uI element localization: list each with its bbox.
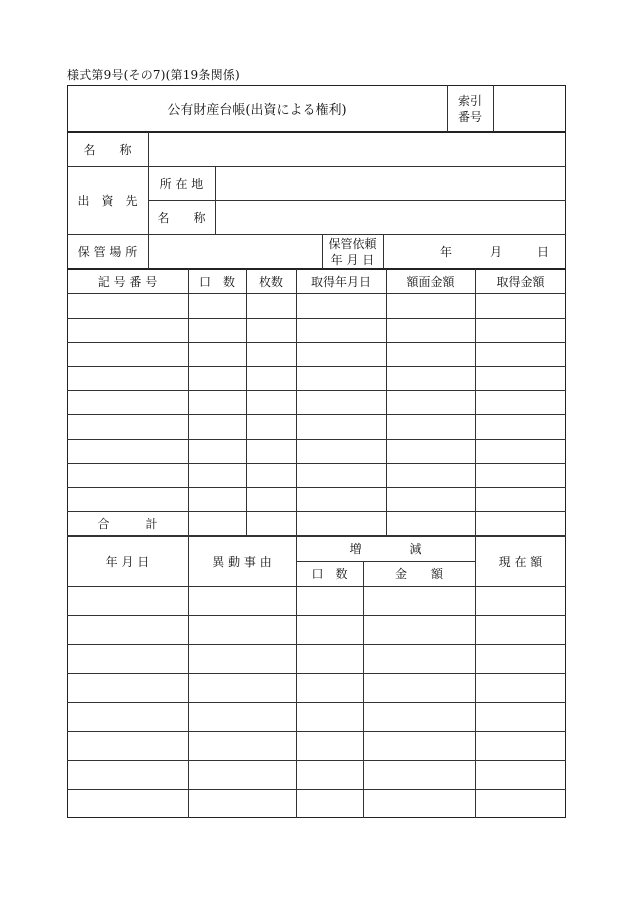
changes-data-cell[interactable]: [68, 587, 188, 615]
holdings-data-cell[interactable]: [247, 488, 296, 511]
holdings-header-cell: 取得年月日: [310, 274, 371, 289]
changes-reason-header: 異 動 事 由: [212, 554, 272, 569]
holdings-data-cell[interactable]: [297, 319, 386, 342]
custody-divider-2: [383, 234, 384, 269]
changes-data-cell[interactable]: [297, 761, 363, 789]
holdings-data-cell[interactable]: [476, 464, 566, 487]
changes-data-cell[interactable]: [297, 674, 363, 702]
changes-data-cell[interactable]: [476, 703, 566, 731]
changes-data-cell[interactable]: [364, 761, 475, 789]
holdings-data-cell[interactable]: [297, 440, 386, 463]
custody-date-month: 月: [489, 245, 502, 259]
changes-data-cell[interactable]: [68, 645, 188, 673]
custody-request-label-line2: 年 月 日: [330, 252, 375, 267]
changes-data-cell[interactable]: [297, 732, 363, 760]
holdings-data-cell[interactable]: [68, 440, 188, 463]
changes-data-cell[interactable]: [189, 645, 296, 673]
custody-place-field[interactable]: [149, 235, 322, 269]
holdings-data-cell[interactable]: [189, 488, 246, 511]
holdings-header-cell: 記 号 番 号: [97, 274, 158, 289]
holdings-data-cell[interactable]: [476, 343, 566, 366]
changes-data-cell[interactable]: [297, 790, 363, 818]
holdings-data-cell[interactable]: [476, 391, 566, 414]
holdings-data-cell[interactable]: [476, 415, 566, 439]
custody-request-label: [322, 234, 383, 269]
form-title: 公有財産台帳(出資による権利): [167, 103, 347, 118]
investee-name-field[interactable]: [216, 201, 565, 234]
changes-data-cell[interactable]: [364, 790, 475, 818]
holdings-data-cell[interactable]: [387, 343, 475, 366]
holdings-data-cell[interactable]: [297, 464, 386, 487]
investee-name-label: 名 称: [157, 210, 206, 225]
changes-data-cell[interactable]: [297, 616, 363, 644]
index-label-line1: 索引: [457, 94, 482, 108]
holdings-data-cell[interactable]: [189, 294, 246, 318]
holdings-header-cell: 取得金額: [496, 274, 545, 289]
holdings-data-cell[interactable]: [297, 294, 386, 318]
changes-data-cell[interactable]: [189, 761, 296, 789]
name-label: 名 称: [83, 142, 132, 157]
changes-data-cell[interactable]: [364, 732, 475, 760]
changes-data-cell[interactable]: [189, 703, 296, 731]
form-number: 様式第9号(その7)(第19条関係): [67, 68, 240, 82]
changes-data-cell[interactable]: [68, 703, 188, 731]
holdings-data-cell[interactable]: [476, 294, 566, 318]
changes-data-cell[interactable]: [189, 616, 296, 644]
name-field[interactable]: [149, 133, 565, 166]
changes-data-cell[interactable]: [364, 616, 475, 644]
changes-data-cell[interactable]: [68, 732, 188, 760]
holdings-data-cell[interactable]: [247, 464, 296, 487]
holdings-data-cell[interactable]: [476, 319, 566, 342]
changes-data-cell[interactable]: [297, 587, 363, 615]
holdings-data-cell[interactable]: [387, 440, 475, 463]
changes-data-cell[interactable]: [68, 674, 188, 702]
holdings-data-cell[interactable]: [476, 440, 566, 463]
holdings-header-cell: 枚数: [258, 274, 283, 289]
changes-data-cell[interactable]: [297, 703, 363, 731]
holdings-data-cell[interactable]: [68, 488, 188, 511]
custody-place-label: 保 管 場 所: [77, 245, 138, 259]
holdings-data-cell[interactable]: [247, 367, 296, 390]
holdings-data-cell[interactable]: [476, 488, 566, 511]
holdings-data-cell[interactable]: [247, 415, 296, 439]
changes-data-cell[interactable]: [476, 616, 566, 644]
holdings-data-cell[interactable]: [68, 391, 188, 414]
holdings-data-cell[interactable]: [297, 415, 386, 439]
holdings-total-cell[interactable]: [476, 512, 566, 536]
holdings-data-cell[interactable]: [387, 464, 475, 487]
holdings-data-cell[interactable]: [247, 391, 296, 414]
holdings-data-cell[interactable]: [189, 464, 246, 487]
holdings-total-cell[interactable]: [297, 512, 386, 536]
holdings-data-cell[interactable]: [68, 415, 188, 439]
holdings-total-cell[interactable]: [247, 512, 296, 536]
changes-data-cell[interactable]: [364, 674, 475, 702]
index-label-line2: 番号: [457, 110, 482, 124]
holdings-data-cell[interactable]: [189, 319, 246, 342]
holdings-data-cell[interactable]: [247, 294, 296, 318]
holdings-data-cell[interactable]: [189, 343, 246, 366]
investee-location-field[interactable]: [216, 167, 565, 200]
holdings-total-label: 合 計: [97, 517, 158, 531]
holdings-total-cell[interactable]: [387, 512, 475, 536]
custody-request-label-line1: 保管依頼: [328, 236, 377, 251]
holdings-data-cell[interactable]: [68, 464, 188, 487]
holdings-data-cell[interactable]: [189, 391, 246, 414]
changes-data-cell[interactable]: [364, 645, 475, 673]
custody-date-day: 日: [536, 245, 549, 259]
holdings-data-cell[interactable]: [476, 367, 566, 390]
holdings-data-cell[interactable]: [387, 391, 475, 414]
holdings-data-cell[interactable]: [68, 343, 188, 366]
changes-data-cell[interactable]: [476, 587, 566, 615]
holdings-data-cell[interactable]: [247, 319, 296, 342]
changes-data-cell[interactable]: [297, 645, 363, 673]
investee-location-label: 所 在 地: [159, 176, 204, 191]
holdings-data-cell[interactable]: [297, 367, 386, 390]
holdings-data-cell[interactable]: [247, 343, 296, 366]
holdings-data-cell[interactable]: [297, 391, 386, 414]
changes-data-cell[interactable]: [189, 732, 296, 760]
holdings-data-cell[interactable]: [297, 343, 386, 366]
holdings-data-cell[interactable]: [68, 367, 188, 390]
index-label: [447, 87, 493, 131]
changes-date-header: 年 月 日: [105, 554, 150, 569]
changes-data-cell[interactable]: [476, 645, 566, 673]
holdings-data-cell[interactable]: [68, 294, 188, 318]
changes-amount-header: 金 額: [394, 567, 443, 581]
index-number-field[interactable]: [494, 86, 565, 131]
holdings-data-cell[interactable]: [189, 440, 246, 463]
holdings-total-cell[interactable]: [189, 512, 246, 536]
changes-units-header: 口 数: [311, 567, 348, 581]
changes-data-cell[interactable]: [476, 761, 566, 789]
changes-data-cell[interactable]: [364, 587, 475, 615]
holdings-data-cell[interactable]: [387, 294, 475, 318]
holdings-data-cell[interactable]: [387, 488, 475, 511]
changes-data-cell[interactable]: [189, 790, 296, 818]
holdings-header-cell: 口 数: [198, 274, 235, 289]
changes-data-cell[interactable]: [476, 732, 566, 760]
changes-data-cell[interactable]: [476, 674, 566, 702]
changes-increase-decrease-header: 増 減: [349, 542, 422, 556]
changes-data-cell[interactable]: [364, 703, 475, 731]
holdings-data-cell[interactable]: [68, 319, 188, 342]
holdings-data-cell[interactable]: [387, 415, 475, 439]
holdings-header-cell: 額面金額: [406, 274, 455, 289]
holdings-data-cell[interactable]: [387, 367, 475, 390]
changes-data-cell[interactable]: [189, 674, 296, 702]
holdings-data-cell[interactable]: [189, 415, 246, 439]
holdings-data-cell[interactable]: [247, 440, 296, 463]
changes-data-cell[interactable]: [476, 790, 566, 818]
holdings-data-cell[interactable]: [387, 319, 475, 342]
holdings-data-cell[interactable]: [189, 367, 246, 390]
custody-date-year: 年: [439, 245, 452, 259]
changes-current-header: 現 在 額: [498, 554, 543, 569]
investee-label: 出 資 先: [77, 193, 138, 208]
changes-data-cell[interactable]: [68, 616, 188, 644]
holdings-data-cell[interactable]: [297, 488, 386, 511]
changes-data-cell[interactable]: [189, 587, 296, 615]
changes-data-cell[interactable]: [68, 790, 188, 818]
changes-data-cell[interactable]: [68, 761, 188, 789]
